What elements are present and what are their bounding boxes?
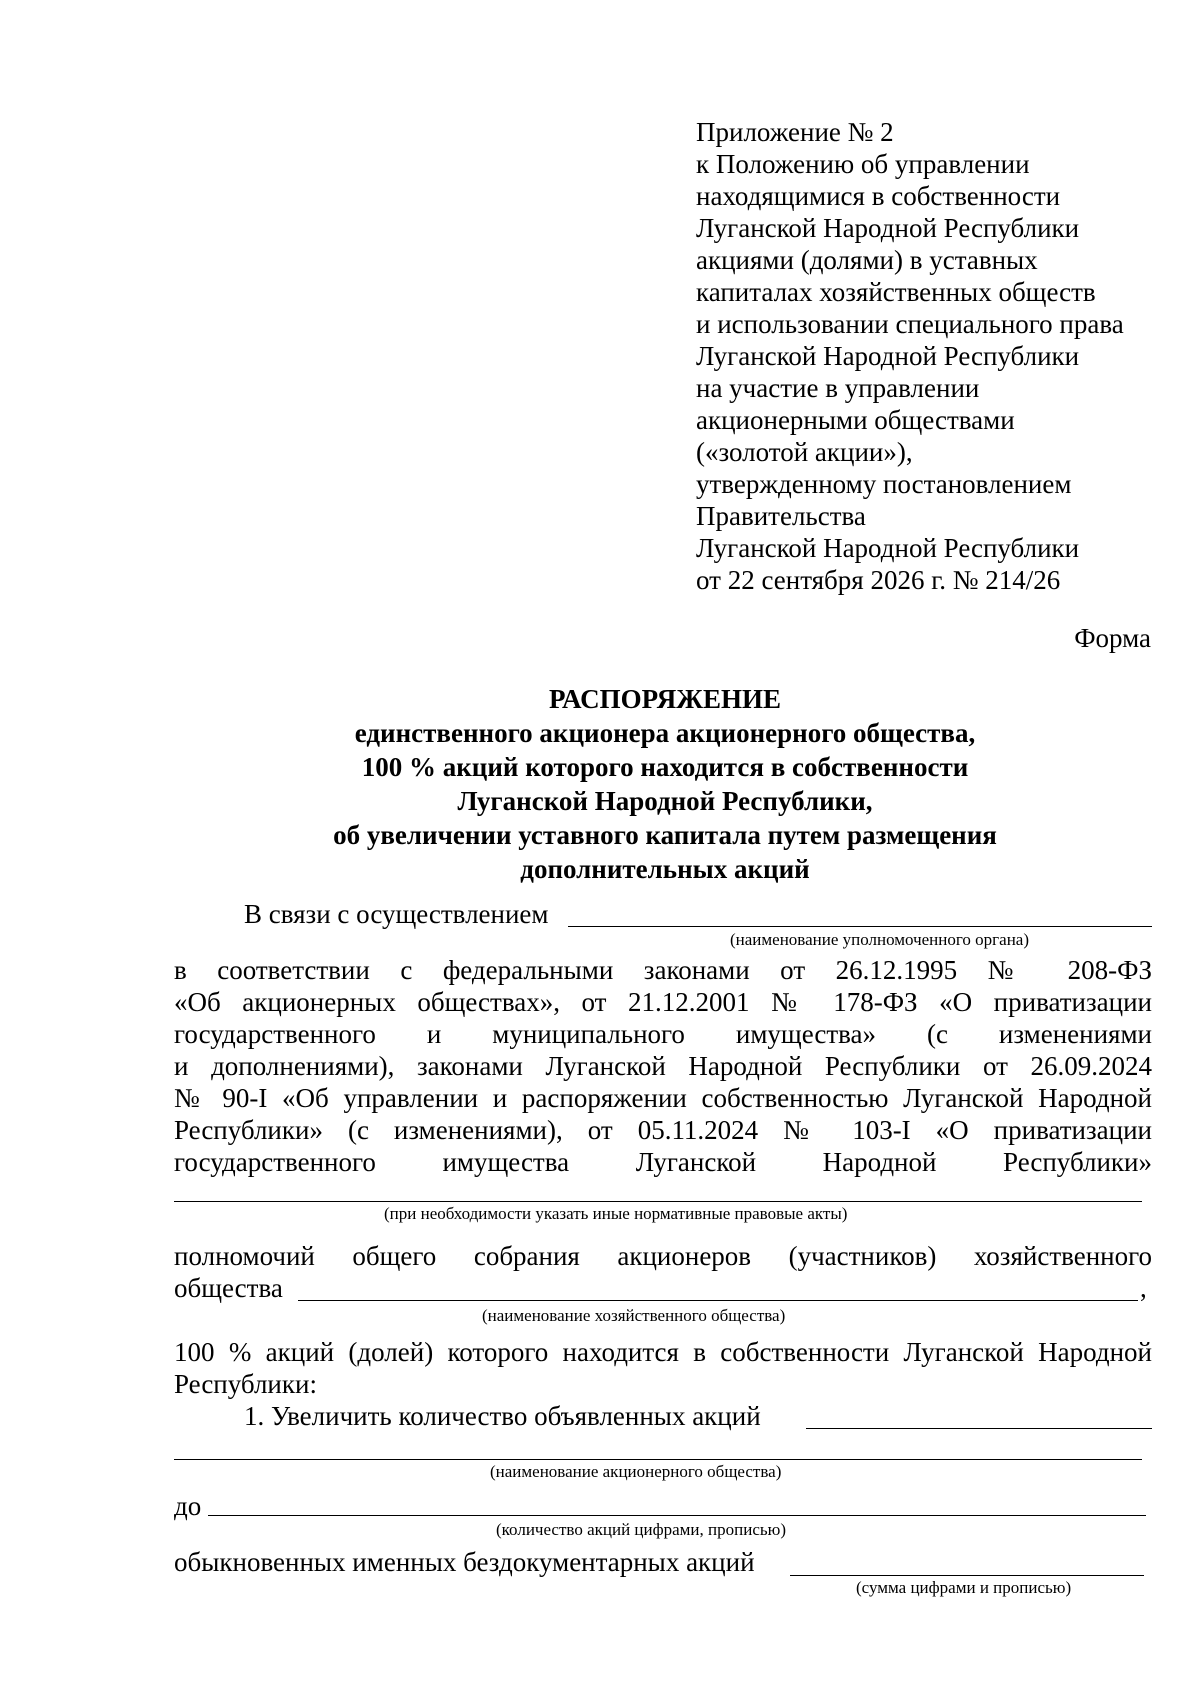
caption-other-acts: (при необходимости указать иные нормативные правовые акты) — [384, 1204, 848, 1223]
caption-count: (количество акций цифрами, прописью) — [496, 1520, 786, 1539]
appendix-line: Луганской Народной Республики — [696, 341, 1080, 371]
appendix-line: на участие в управлении — [696, 373, 980, 403]
share-count-blank[interactable] — [208, 1515, 1146, 1516]
law-line: государственного имущества Луганской Народной Республики» — [174, 1147, 1152, 1177]
law-line: государственного и муниципального имущества» (с изменениями — [174, 1019, 1152, 1049]
title-line: РАСПОРЯЖЕНИЕ — [548, 684, 782, 714]
shares-line: обыкновенных именных бездокументарных акций — [174, 1547, 755, 1577]
appendix-line: находящимися в собственности — [696, 181, 1061, 211]
appendix-line: к Положению об управлении — [696, 149, 1030, 179]
appendix-line: акционерными обществами — [696, 405, 1015, 435]
powers-line: полномочий общего собрания акционеров (участников) хозяйственного — [174, 1241, 1152, 1271]
appendix-line: капиталах хозяйственных обществ — [696, 277, 1096, 307]
company-prefix: общества — [174, 1273, 283, 1303]
jsc-name-blank[interactable] — [174, 1459, 1142, 1460]
appendix-line: Луганской Народной Республики — [696, 533, 1080, 563]
sum-blank[interactable] — [790, 1575, 1144, 1576]
title-line: об увеличении уставного капитала путем размещения — [333, 820, 997, 850]
law-line: № 90-I «Об управлении и распоряжении собственностью Луганской Народной — [174, 1083, 1152, 1113]
title-line: единственного акционера акционерного общества, — [354, 718, 976, 748]
up-to-label: до — [174, 1491, 202, 1521]
laws-paragraph — [174, 954, 1152, 1178]
company-blank[interactable] — [298, 1300, 1138, 1301]
appendix-line: акциями (долями) в уставных — [696, 245, 1038, 275]
document-title — [170, 682, 1160, 886]
appendix-line: и использовании специального права — [696, 309, 1124, 339]
appendix-header — [696, 116, 1156, 596]
law-line: в соответствии с федеральными законами от 26.12.1995 № 208-ФЗ — [174, 955, 1152, 985]
title-line: 100 % акций которого находится в собственности — [361, 752, 969, 782]
authority-blank[interactable] — [568, 926, 1152, 927]
intro-text: В связи с осуществлением — [244, 899, 549, 929]
law-line: Республики» (с изменениями), от 05.11.2024 № 103-I «О приватизации — [174, 1115, 1152, 1145]
appendix-line: Луганской Народной Республики — [696, 213, 1080, 243]
appendix-line: Приложение № 2 — [696, 117, 894, 147]
title-line: дополнительных акций — [520, 854, 810, 884]
ownership-line: Республики: — [174, 1369, 317, 1399]
appendix-line: утвержденному постановлением — [696, 469, 1072, 499]
appendix-line: Правительства — [696, 501, 866, 531]
company-suffix: , — [1140, 1273, 1147, 1303]
caption-company: (наименование хозяйственного общества) — [482, 1306, 786, 1325]
appendix-line: от 22 сентября 2026 г. № 214/26 — [696, 565, 1061, 595]
caption-authority: (наименование уполномоченного органа) — [730, 930, 1030, 949]
item-1-text: 1. Увеличить количество объявленных акций — [244, 1401, 761, 1431]
powers-paragraph — [174, 1240, 1152, 1272]
ownership-line: 100 % акций (долей) которого находится в собственности Луганской Народной — [174, 1337, 1152, 1367]
law-line: и дополнениями), законами Луганской Народной Республики от 26.09.2024 — [174, 1051, 1152, 1081]
appendix-line: («золотой акции»), — [696, 437, 913, 467]
declared-shares-blank[interactable] — [806, 1428, 1152, 1429]
caption-sum: (сумма цифрами и прописью) — [856, 1578, 1072, 1597]
caption-jsc: (наименование акционерного общества) — [490, 1462, 782, 1481]
other-acts-blank[interactable] — [174, 1201, 1142, 1202]
ownership-paragraph — [174, 1336, 1152, 1400]
title-line: Луганской Народной Республики, — [457, 786, 873, 816]
law-line: «Об акционерных обществах», от 21.12.2001 № 178-ФЗ «О приватизации — [174, 987, 1152, 1017]
form-label: Форма — [1074, 623, 1151, 653]
